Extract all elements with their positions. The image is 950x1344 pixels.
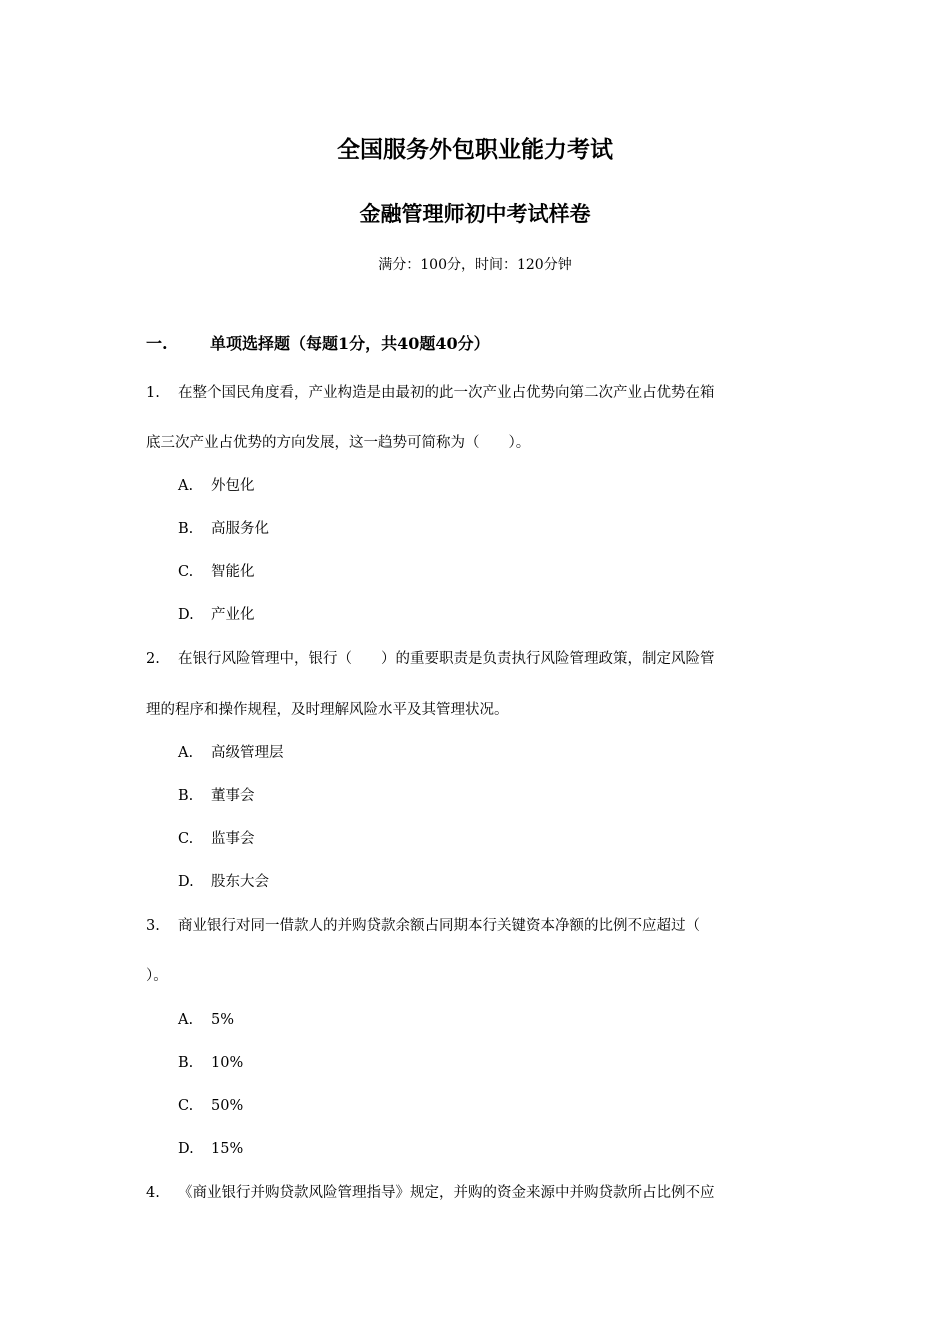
question-text: 在整个国民角度看，产业构造是由最初的此一次产业占优势向第二次产业占优势在箱 (178, 385, 715, 401)
option-label: C. (178, 564, 194, 580)
section-number: 一. (146, 334, 168, 353)
option-label: C. (178, 1098, 194, 1114)
question-2 (146, 648, 715, 670)
option-item (178, 1052, 243, 1074)
option-text: 10% (211, 1055, 244, 1071)
question-text: 在银行风险管理中，银行（ ）的重要职责是负责执行风险管理政策，制定风险管 (178, 651, 715, 667)
option-text: 董事会 (211, 788, 255, 804)
question-text: 《商业银行并购贷款风险管理指导》规定，并购的资金来源中并购贷款所占比例不应 (178, 1185, 715, 1201)
option-label: A. (178, 478, 194, 494)
option-text: 智能化 (211, 564, 255, 580)
question-4 (146, 1182, 715, 1204)
option-text: 15% (211, 1141, 244, 1157)
question-1-continued: 底三次产业占优势的方向发展，这一趋势可简称为（ ）。 (146, 435, 531, 451)
question-number: 1. (146, 385, 160, 401)
option-label: B. (178, 788, 194, 804)
option-label: B. (178, 1055, 194, 1071)
option-text: 高级管理层 (211, 745, 284, 761)
question-number: 4. (146, 1185, 160, 1201)
option-item (178, 785, 255, 807)
option-label: A. (178, 1012, 194, 1028)
option-item (178, 604, 255, 626)
option-text: 股东大会 (211, 874, 269, 890)
option-label: D. (178, 874, 194, 890)
question-3 (146, 915, 700, 937)
option-item (178, 828, 255, 850)
question-number: 3. (146, 918, 160, 934)
option-text: 监事会 (211, 831, 255, 847)
option-item (178, 518, 269, 540)
option-item (178, 561, 255, 583)
question-text: 商业银行对同一借款人的并购贷款余额占同期本行关键资本净额的比例不应超过（ (178, 918, 700, 934)
option-text: 50% (211, 1098, 244, 1114)
option-text: 5% (211, 1012, 235, 1028)
option-text: 外包化 (211, 478, 255, 494)
option-label: A. (178, 745, 194, 761)
question-number: 2. (146, 651, 160, 667)
option-item (178, 1095, 243, 1117)
question-2-continued: 理的程序和操作规程，及时理解风险水平及其管理状况。 (146, 702, 509, 718)
exam-title: 全国服务外包职业能力考试 (337, 137, 613, 163)
option-item (178, 742, 284, 764)
option-text: 高服务化 (211, 521, 269, 537)
option-item (178, 1009, 234, 1031)
option-text: 产业化 (211, 607, 255, 623)
option-item (178, 475, 255, 497)
option-item (178, 1138, 243, 1160)
question-3-continued: ）。 (146, 968, 168, 984)
question-1 (146, 382, 715, 404)
option-label: B. (178, 521, 194, 537)
section-title: 单项选择题（每题1分，共40题40分） (210, 334, 490, 353)
option-label: D. (178, 1141, 194, 1157)
exam-info: 满分：100分，时间：120分钟 (378, 257, 572, 273)
option-label: C. (178, 831, 194, 847)
option-label: D. (178, 607, 194, 623)
section-heading (146, 332, 490, 356)
option-item (178, 871, 269, 893)
exam-subtitle: 金融管理师初中考试样卷 (359, 202, 591, 226)
